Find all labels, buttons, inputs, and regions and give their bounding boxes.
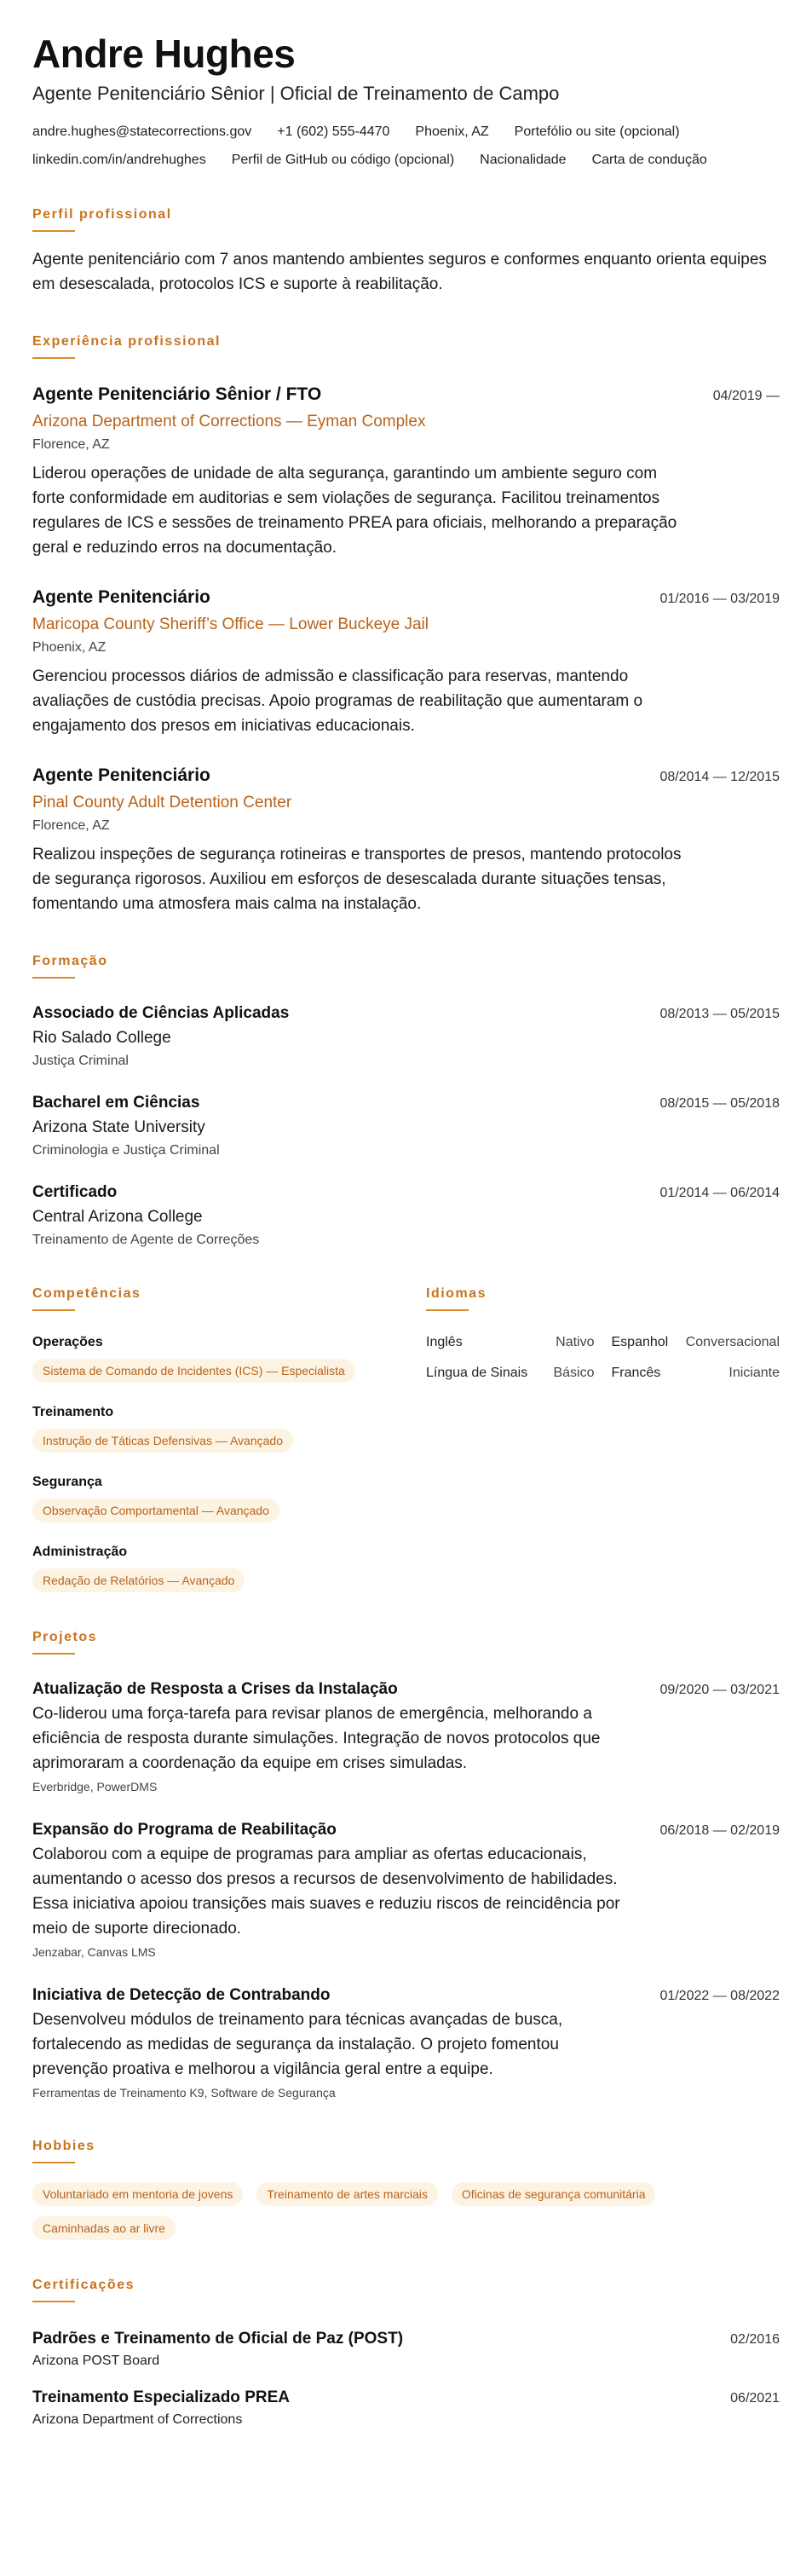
project-tools: Everbridge, PowerDMS bbox=[32, 1780, 158, 1793]
language-item bbox=[612, 1333, 780, 1352]
hobbies-section bbox=[32, 2137, 780, 2240]
job-description: Gerenciou processos diários de admissão e classificação para reservas, mantendo avaliações de custódia precisas. Apoio programas de reabilitação que aumentaram o engajamento dos presos em iniciativas educacionais. bbox=[32, 667, 643, 735]
job-title: Agente Penitenciário Sênior / FTO bbox=[32, 384, 322, 404]
section-title: Perfil profissional bbox=[32, 207, 172, 222]
project-dates: 09/2020 — 03/2021 bbox=[659, 1683, 780, 1697]
project-title: Iniciativa de Detecção de Contrabando bbox=[32, 1986, 331, 2004]
education-school: Rio Salado College bbox=[32, 1029, 171, 1047]
candidate-headline: Agente Penitenciário Sênior | Oficial de Treinamento de Campo bbox=[32, 83, 560, 104]
experience-item bbox=[32, 383, 780, 560]
section-divider bbox=[32, 230, 75, 232]
section-title: Certificações bbox=[32, 2278, 135, 2292]
education-dates: 08/2015 — 05/2018 bbox=[659, 1096, 780, 1111]
project-description: Colaborou com a equipe de programas para ampliar as ofertas educacionais, aumentando o acesso dos presos a recursos de desenvolvimento de habilidades. Essa iniciativa apoiou transições mais suaves e reduziu riscos de reincidência por meio de suporte direcionado. bbox=[32, 1845, 620, 1938]
job-company: Maricopa County Sheriff’s Office — Lower Buckeye Jail bbox=[32, 615, 429, 633]
contact-nationality: Nacionalidade bbox=[480, 153, 567, 167]
certifications-section bbox=[32, 2276, 780, 2429]
job-location: Florence, AZ bbox=[32, 818, 110, 833]
profile-section bbox=[32, 205, 780, 297]
project-tools: Jenzabar, Canvas LMS bbox=[32, 1945, 156, 1959]
job-dates: 01/2016 — 03/2019 bbox=[659, 592, 780, 606]
education-dates: 01/2014 — 06/2014 bbox=[659, 1186, 780, 1200]
job-description: Realizou inspeções de segurança rotineiras e transportes de presos, mantendo protocolos de segurança rigorosos. Auxiliou em esforços de desescalada durante situações tensas, fomentando uma atmosfera mais calma na instalação. bbox=[32, 846, 682, 913]
project-dates: 06/2018 — 02/2019 bbox=[659, 1823, 780, 1838]
job-location: Florence, AZ bbox=[32, 437, 110, 452]
section-divider bbox=[32, 1309, 75, 1311]
job-dates: 08/2014 — 12/2015 bbox=[659, 770, 780, 784]
section-title: Projetos bbox=[32, 1630, 98, 1644]
project-item bbox=[32, 1819, 780, 1961]
language-level: Nativo bbox=[556, 1335, 595, 1349]
skills-languages-row bbox=[32, 1285, 780, 1592]
certification-date: 06/2021 bbox=[730, 2391, 780, 2406]
skill-group bbox=[32, 1333, 426, 1383]
skill-chip: Instrução de Táticas Defensivas — Avançado bbox=[32, 1429, 293, 1453]
contact-drivers-license: Carta de condução bbox=[591, 153, 707, 167]
job-title: Agente Penitenciário bbox=[32, 765, 210, 785]
skills-section bbox=[32, 1285, 426, 1592]
certification-date: 02/2016 bbox=[730, 2332, 780, 2347]
hobby-chip: Caminhadas ao ar livre bbox=[32, 2216, 176, 2240]
certification-issuer: Arizona POST Board bbox=[32, 2354, 160, 2368]
section-divider bbox=[32, 357, 75, 359]
section-title: Idiomas bbox=[426, 1286, 487, 1301]
candidate-name: Andre Hughes bbox=[32, 32, 296, 76]
project-tools: Ferramentas de Treinamento K9, Software de Segurança bbox=[32, 2086, 336, 2099]
education-degree: Certificado bbox=[32, 1183, 118, 1201]
job-company: Pinal County Adult Detention Center bbox=[32, 794, 292, 811]
job-dates: 04/2019 — bbox=[712, 389, 780, 403]
section-divider bbox=[32, 2162, 75, 2163]
job-company: Arizona Department of Corrections — Eyman Complex bbox=[32, 413, 426, 430]
certification-name: Treinamento Especializado PREA bbox=[32, 2388, 290, 2406]
language-level: Básico bbox=[553, 1366, 595, 1380]
skill-chip: Observação Comportamental — Avançado bbox=[32, 1499, 279, 1522]
project-dates: 01/2022 — 08/2022 bbox=[659, 1989, 780, 2003]
language-name: Língua de Sinais bbox=[426, 1366, 528, 1380]
skill-group bbox=[32, 1473, 426, 1522]
contact-info bbox=[32, 123, 780, 170]
section-divider bbox=[32, 1653, 75, 1655]
hobby-chip: Voluntariado em mentoria de jovens bbox=[32, 2182, 243, 2206]
contact-linkedin[interactable]: linkedin.com/in/andrehughes bbox=[32, 153, 206, 167]
education-degree: Associado de Ciências Aplicadas bbox=[32, 1004, 290, 1022]
project-description: Desenvolveu módulos de treinamento para técnicas avançadas de busca, fortalecendo as medidas de segurança da instalação. O projeto fomentou prevenção proativa e melhorou a vigilância geral entre a equipe. bbox=[32, 2011, 563, 2078]
skill-category: Segurança bbox=[32, 1475, 102, 1489]
project-item bbox=[32, 1984, 780, 2101]
contact-phone[interactable]: +1 (602) 555-4470 bbox=[277, 124, 390, 139]
education-school: Arizona State University bbox=[32, 1118, 205, 1136]
certification-item bbox=[32, 2328, 780, 2370]
contact-location: Phoenix, AZ bbox=[415, 124, 489, 139]
education-dates: 08/2013 — 05/2015 bbox=[659, 1007, 780, 1021]
section-divider bbox=[32, 2301, 75, 2302]
experience-item bbox=[32, 586, 780, 738]
projects-section bbox=[32, 1628, 780, 2101]
skill-chip: Redação de Relatórios — Avançado bbox=[32, 1568, 245, 1592]
education-field: Justiça Criminal bbox=[32, 1054, 129, 1068]
education-field: Criminologia e Justiça Criminal bbox=[32, 1143, 220, 1158]
job-description: Liderou operações de unidade de alta segurança, garantindo um ambiente seguro com forte conformidade em auditorias e sem violações de segurança. Facilitou treinamentos regulares de ICS e sessões de treinamento PREA para oficiais, melhorando a preparação geral e reduzindo erros na documentação. bbox=[32, 465, 677, 557]
language-item bbox=[426, 1364, 595, 1383]
education-school: Central Arizona College bbox=[32, 1208, 203, 1226]
certification-name: Padrões e Treinamento de Oficial de Paz (POST) bbox=[32, 2330, 404, 2348]
language-name: Espanhol bbox=[611, 1335, 669, 1349]
skill-category: Treinamento bbox=[32, 1405, 114, 1419]
contact-github[interactable]: Perfil de GitHub ou código (opcional) bbox=[231, 153, 455, 167]
certification-issuer: Arizona Department of Corrections bbox=[32, 2412, 243, 2427]
hobby-chip: Oficinas de segurança comunitária bbox=[452, 2182, 656, 2206]
hobby-chip: Treinamento de artes marciais bbox=[256, 2182, 438, 2206]
job-location: Phoenix, AZ bbox=[32, 640, 107, 655]
resume-header bbox=[32, 31, 780, 170]
language-item bbox=[612, 1364, 780, 1383]
language-level: Iniciante bbox=[728, 1366, 780, 1380]
skill-chip: Sistema de Comando de Incidentes (ICS) — Especialista bbox=[32, 1359, 355, 1383]
section-title: Formação bbox=[32, 954, 108, 968]
section-divider bbox=[426, 1309, 469, 1311]
job-title: Agente Penitenciário bbox=[32, 587, 210, 607]
education-section bbox=[32, 952, 780, 1249]
education-field: Treinamento de Agente de Correções bbox=[32, 1233, 260, 1247]
contact-email[interactable]: andre.hughes@statecorrections.gov bbox=[32, 124, 252, 139]
education-item bbox=[32, 1181, 780, 1249]
section-title: Hobbies bbox=[32, 2139, 95, 2153]
education-item bbox=[32, 1092, 780, 1159]
section-divider bbox=[32, 977, 75, 979]
experience-section bbox=[32, 332, 780, 916]
education-item bbox=[32, 1002, 780, 1070]
section-title: Competências bbox=[32, 1286, 141, 1301]
profile-summary: Agente penitenciário com 7 anos mantendo ambientes seguros e conformes enquanto orienta equipes em desescalada, protocolos ICS e suporte à reabilitação. bbox=[32, 251, 767, 293]
project-title: Expansão do Programa de Reabilitação bbox=[32, 1821, 337, 1839]
skill-category: Operações bbox=[32, 1335, 103, 1349]
project-description: Co-liderou uma força-tarefa para revisar planos de emergência, melhorando a eficiência de resposta durante simulações. Integração de novos protocolos que aprimoraram a coordenação da equipe em crises simuladas. bbox=[32, 1705, 601, 1772]
language-item bbox=[426, 1333, 595, 1352]
experience-item bbox=[32, 764, 780, 916]
education-degree: Bacharel em Ciências bbox=[32, 1094, 200, 1112]
project-title: Atualização de Resposta a Crises da Instalação bbox=[32, 1680, 398, 1698]
language-name: Inglês bbox=[426, 1335, 463, 1349]
languages-section bbox=[426, 1285, 780, 1592]
language-name: Francês bbox=[611, 1366, 661, 1380]
certification-item bbox=[32, 2387, 780, 2429]
skill-group bbox=[32, 1403, 426, 1453]
language-level: Conversacional bbox=[685, 1335, 780, 1349]
skill-category: Administração bbox=[32, 1545, 128, 1559]
contact-portfolio[interactable]: Portefólio ou site (opcional) bbox=[514, 124, 680, 139]
project-item bbox=[32, 1678, 780, 1795]
section-title: Experiência profissional bbox=[32, 334, 221, 349]
skill-group bbox=[32, 1543, 426, 1592]
